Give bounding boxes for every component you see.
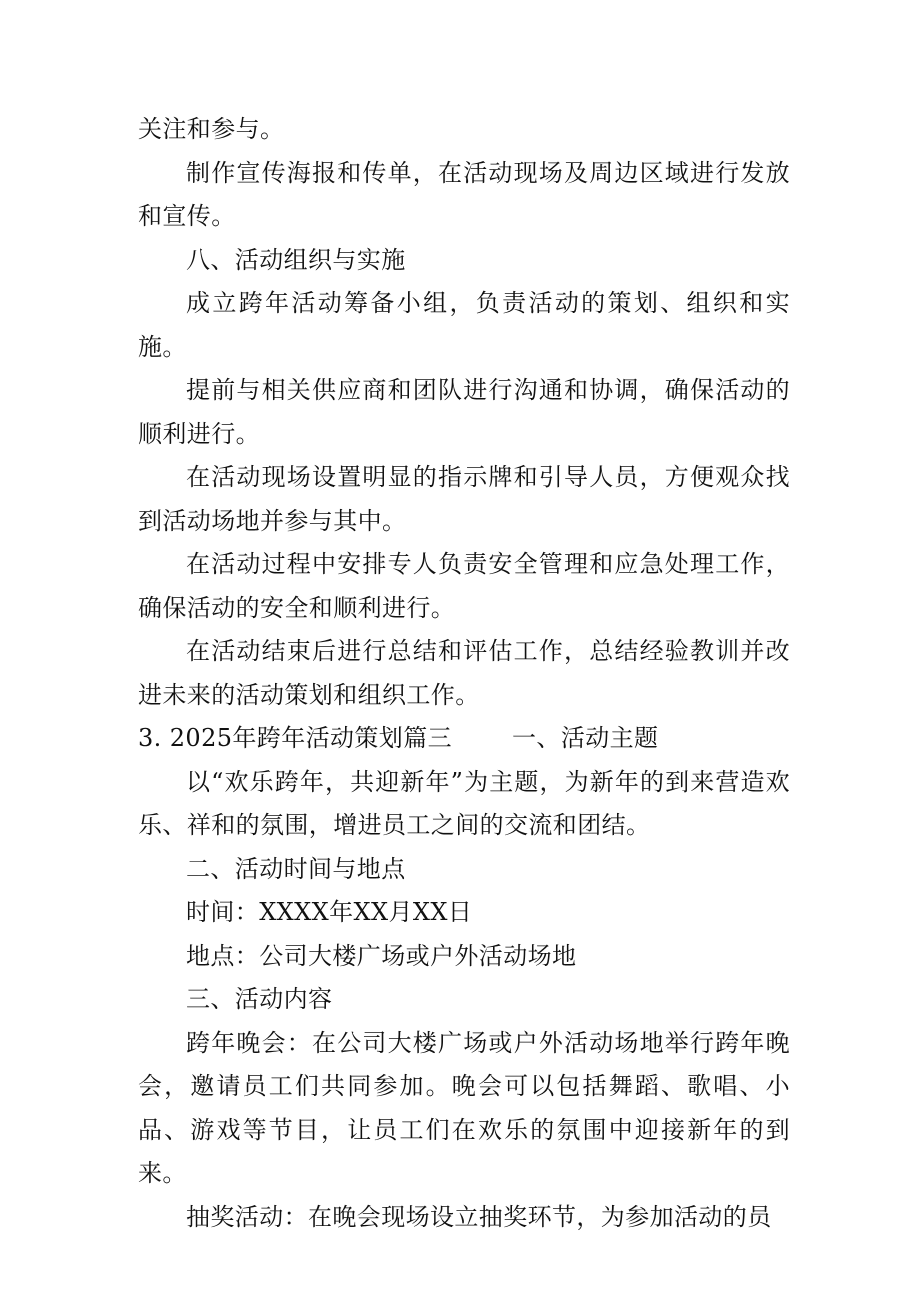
document-body [138, 108, 790, 1239]
article-title: 3. 2025年跨年活动策划篇三 [138, 724, 453, 752]
section-heading-theme: 一、活动主题 [512, 724, 659, 752]
section-heading-organization: 八、活动组织与实施 [186, 245, 406, 274]
paragraph-lottery: 抽奖活动：在晚会现场设立抽奖环节，为参加活动的员 [186, 1202, 772, 1231]
article-heading-line [138, 717, 790, 761]
paragraph-preparation-team: 成立跨年活动筹备小组，负责活动的策划、组织和实施。 [138, 289, 790, 361]
paragraph-publicity: 制作宣传海报和传单，在活动现场及周边区域进行发放和宣传。 [138, 158, 790, 230]
paragraph-continuation: 关注和参与。 [138, 115, 285, 143]
paragraph-time: 时间：XXXX年XX月XX日 [186, 898, 473, 926]
paragraph-summary: 在活动结束后进行总结和评估工作，总结经验教训并改进未来的活动策划和组织工作。 [138, 637, 790, 709]
paragraph-signage: 在活动现场设置明显的指示牌和引导人员，方便观众找到活动场地并参与其中。 [138, 463, 790, 535]
paragraph-safety: 在活动过程中安排专人负责安全管理和应急处理工作，确保活动的安全和顺利进行。 [138, 550, 790, 622]
paragraph-place: 地点：公司大楼广场或户外活动场地 [186, 941, 577, 970]
section-heading-content: 三、活动内容 [186, 985, 333, 1013]
paragraph-supplier-coordination: 提前与相关供应商和团队进行沟通和协调，确保活动的顺利进行。 [138, 376, 790, 448]
paragraph-theme: 以“欢乐跨年，共迎新年”为主题，为新年的到来营造欢乐、祥和的氛围，增进员工之间的交流和团结。 [138, 767, 790, 839]
paragraph-gala: 跨年晚会：在公司大楼广场或户外活动场地举行跨年晚会，邀请员工们共同参加。晚会可以包括舞蹈、歌唱、小品、游戏等节目，让员工们在欢乐的氛围中迎接新年的到来。 [138, 1028, 790, 1187]
section-heading-time-place: 二、活动时间与地点 [186, 854, 406, 883]
